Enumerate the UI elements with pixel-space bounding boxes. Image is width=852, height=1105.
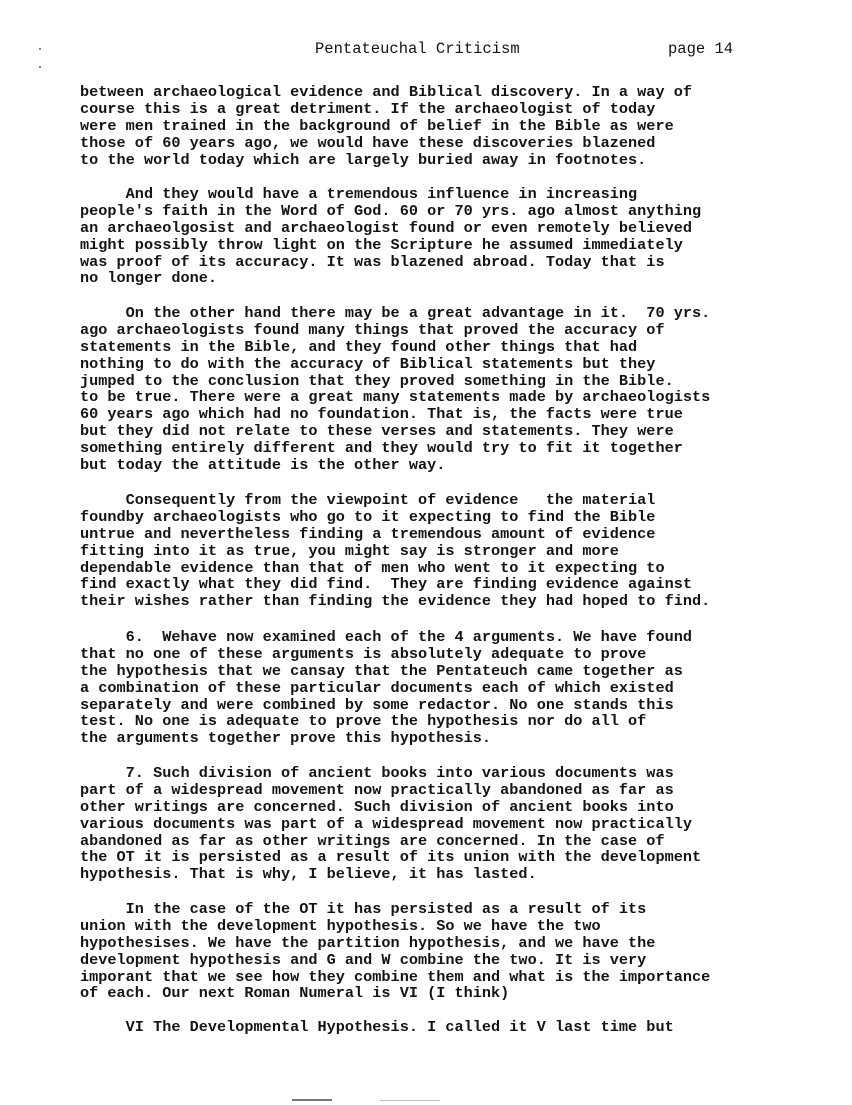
- running-title: Pentateuchal Criticism: [315, 40, 520, 58]
- text-line: development hypothesis and G and W combine the two. It is very: [80, 950, 647, 969]
- text-line: imporant that we see how they combine them and what is the importance: [80, 967, 711, 986]
- scan-artifact: [292, 1099, 332, 1101]
- scan-artifact: [380, 1100, 440, 1101]
- paragraph-2: [80, 186, 800, 287]
- text-line: an archaeolgosist and archaeologist found or even remotely believed: [80, 218, 692, 237]
- text-line: no longer done.: [80, 269, 218, 288]
- paragraph-8: [80, 1019, 800, 1036]
- text-line: abandoned as far as other writings are concerned. In the case of: [80, 831, 665, 850]
- text-line: 6. Wehave now examined each of the 4 arguments. We have found: [80, 628, 692, 646]
- text-line: fitting into it as true, you might say is stronger and more: [80, 541, 619, 560]
- text-line: something entirely different and they would try to fit it together: [80, 439, 683, 458]
- text-line: a combination of these particular documents each of which existed: [80, 678, 674, 697]
- text-line: various documents was part of a widespread movement now practically: [80, 814, 692, 833]
- text-line: union with the development hypothesis. So we have the two: [80, 916, 601, 935]
- text-line: those of 60 years ago, we would have these discoveries blazened: [80, 133, 656, 152]
- text-line: that no one of these arguments is absolutely adequate to prove: [80, 644, 647, 663]
- text-line: ago archaeologists found many things that proved the accuracy of: [80, 320, 665, 339]
- text-line: dependable evidence than that of men who went to it expecting to: [80, 558, 665, 577]
- text-line: And they would have a tremendous influence in increasing: [80, 185, 638, 203]
- text-line: might possibly throw light on the Scripture he assumed immediately: [80, 235, 683, 254]
- text-line: the OT it is persisted as a result of its union with the development: [80, 848, 702, 867]
- paragraph-7: [80, 901, 800, 1002]
- text-line: between archaeological evidence and Biblical discovery. In a way of: [80, 83, 692, 101]
- text-line: people's faith in the Word of God. 60 or 70 yrs. ago almost anything: [80, 201, 702, 220]
- paragraph-1: [80, 84, 800, 168]
- paragraph-5: [80, 629, 800, 747]
- text-line: hypothesis. That is why, I believe, it has lasted.: [80, 865, 537, 884]
- text-line: to the world today which are largely buried away in footnotes.: [80, 150, 647, 169]
- paragraph-4: [80, 492, 800, 610]
- page-number: page 14: [668, 40, 734, 58]
- text-line: untrue and nevertheless finding a tremendous amount of evidence: [80, 524, 656, 543]
- text-line: statements in the Bible, and they found other things that had: [80, 337, 638, 356]
- text-line: find exactly what they did find. They are finding evidence against: [80, 575, 692, 594]
- paragraph-6: [80, 765, 800, 883]
- text-line: but they did not relate to these verses and statements. They were: [80, 422, 674, 441]
- text-line: the arguments together prove this hypothesis.: [80, 729, 492, 748]
- paragraph-3: [80, 305, 800, 474]
- text-line: On the other hand there may be a great advantage in it. 70 yrs.: [80, 304, 711, 322]
- text-line: of each. Our next Roman Numeral is VI (I think): [80, 984, 510, 1003]
- page-header: [0, 38, 852, 60]
- margin-speck: [39, 66, 41, 68]
- text-line: jumped to the conclusion that they proved something in the Bible.: [80, 371, 674, 390]
- text-line: Consequently from the viewpoint of evidence the material: [80, 491, 656, 509]
- text-line: 7. Such division of ancient books into various documents was: [80, 764, 674, 782]
- text-line: separately and were combined by some redactor. No one stands this: [80, 695, 674, 714]
- text-line: course this is a great detriment. If the archaeologist of today: [80, 99, 656, 118]
- text-line: 60 years ago which had no foundation. That is, the facts were true: [80, 405, 683, 424]
- text-line: In the case of the OT it has persisted as a result of its: [80, 900, 647, 918]
- text-line: foundby archaeologists who go to it expecting to find the Bible: [80, 507, 656, 526]
- text-line: test. No one is adequate to prove the hypothesis nor do all of: [80, 712, 647, 731]
- text-line: hypothesises. We have the partition hypothesis, and we have the: [80, 933, 656, 952]
- text-line: but today the attitude is the other way.: [80, 456, 446, 475]
- text-line: VI The Developmental Hypothesis. I called it V last time but: [80, 1018, 674, 1036]
- text-line: the hypothesis that we cansay that the Pentateuch came together as: [80, 661, 683, 680]
- text-line: nothing to do with the accuracy of Biblical statements but they: [80, 354, 656, 373]
- text-line: to be true. There were a great many statements made by archaeologists: [80, 388, 711, 407]
- text-line: other writings are concerned. Such division of ancient books into: [80, 797, 674, 816]
- text-line: their wishes rather than finding the evidence they had hoped to find.: [80, 592, 711, 611]
- text-line: was proof of its accuracy. It was blazened abroad. Today that is: [80, 252, 665, 271]
- text-line: were men trained in the background of belief in the Bible as were: [80, 116, 674, 135]
- text-line: part of a widespread movement now practically abandoned as far as: [80, 780, 674, 799]
